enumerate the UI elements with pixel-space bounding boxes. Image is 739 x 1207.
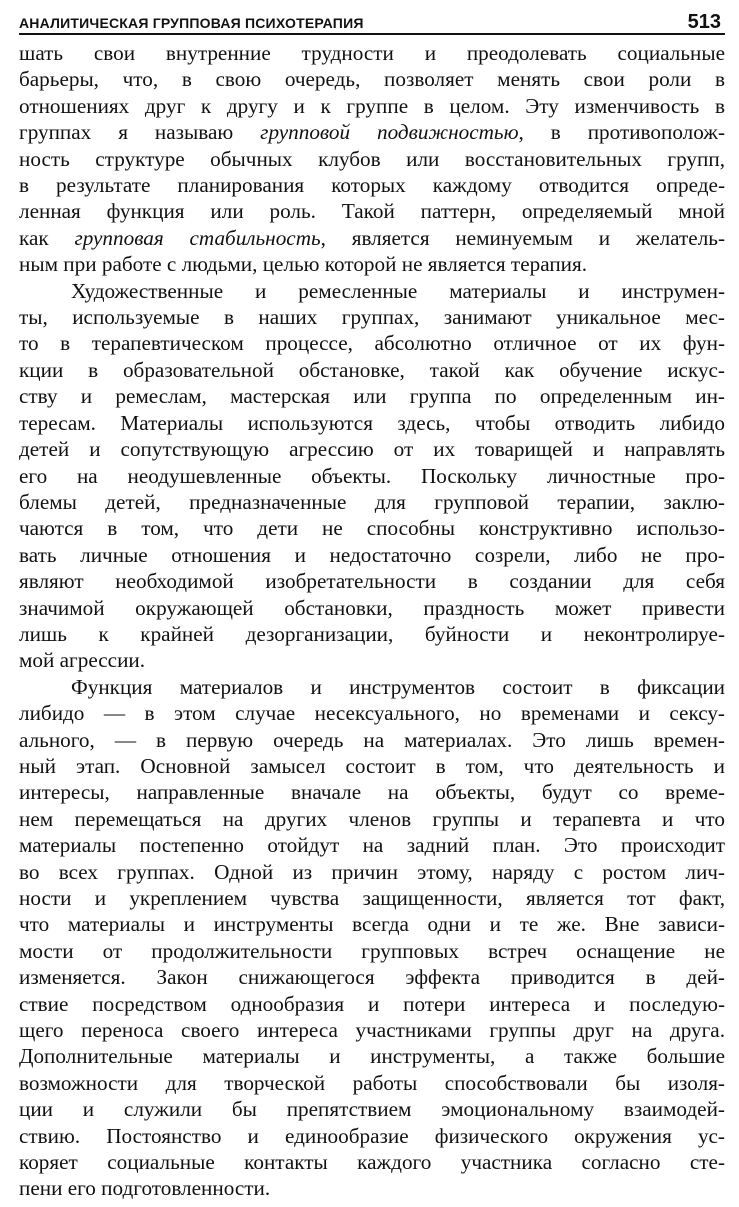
text-line: мой агрессии. bbox=[19, 648, 146, 673]
text-line: во всех группах. Одной из причин этому, наряду с ростом лич- bbox=[19, 859, 725, 884]
text-line: ности и укреплением чувства защищенности, является тот факт, bbox=[19, 886, 725, 910]
text-line: Функция материалов и инструментов состоит в фиксации bbox=[71, 674, 725, 699]
text-line: нем перемещаться на других членов группы и терапевта и что bbox=[19, 806, 725, 831]
text-line: шать свои внутренние трудности и преодолевать социальные bbox=[19, 41, 725, 65]
text-line: что материалы и инструменты всегда одни и те же. Вне зависи- bbox=[19, 912, 725, 937]
text-line: группах я называю групповой подвижностью, в противополож- bbox=[19, 120, 725, 145]
text-line: ству и ремеслам, мастерская или группа по определенным ин- bbox=[19, 384, 725, 409]
text-line: в результате планирования которых каждому отводится опреде- bbox=[19, 173, 725, 198]
page-number: 513 bbox=[687, 11, 721, 33]
text-line: кции в образовательной обстановке, такой как обучение искус- bbox=[19, 357, 725, 382]
text-line: интересы, направленные вначале на объекты, будут со време- bbox=[19, 780, 725, 805]
text-line: то в терапевтическом процессе, абсолютно отличное от их фун- bbox=[19, 331, 725, 356]
text-line: ции и служили бы препятствием эмоциональному взаимодей- bbox=[19, 1097, 725, 1122]
emphasized-term: групповой подвижностью bbox=[260, 120, 519, 145]
emphasized-term: групповая стабильность bbox=[74, 225, 321, 250]
text-line: щего переноса своего интереса участниками группы друг на друга. bbox=[19, 1018, 725, 1043]
text-line: мости от продолжительности групповых встреч оснащение не bbox=[19, 938, 725, 963]
text-line: Художественные и ремесленные материалы и инструмен- bbox=[71, 278, 725, 303]
text-line: детей и сопутствующую агрессию от их товарищей и направлять bbox=[19, 437, 725, 462]
running-title: АНАЛИТИЧЕСКАЯ ГРУППОВАЯ ПСИХОТЕРАПИЯ bbox=[19, 15, 364, 31]
text-line: возможности для творческой работы способствовали бы изоля- bbox=[19, 1070, 725, 1095]
text-line: барьеры, что, в свою очередь, позволяет менять свои роли в bbox=[19, 67, 725, 92]
text-line: коряет социальные контакты каждого участника согласно сте- bbox=[19, 1150, 725, 1175]
text-line: ствию. Постоянство и единообразие физического окружения ус- bbox=[19, 1123, 725, 1148]
text-line: Дополнительные материалы и инструменты, а также большие bbox=[19, 1044, 725, 1069]
text-line: ты, используемые в наших группах, занимают уникальное мес- bbox=[19, 305, 725, 330]
paragraph bbox=[19, 278, 725, 674]
text-line: ным при работе с людьми, целью которой не является терапия. bbox=[19, 252, 588, 277]
running-header bbox=[19, 9, 725, 35]
text-line: вать личные отношения и недостаточно созрели, либо не про- bbox=[19, 542, 725, 567]
text-line: являют необходимой изобретательности в создании для себя bbox=[19, 569, 725, 594]
text-line: ствие посредством однообразия и потери интереса и последую- bbox=[19, 991, 725, 1016]
paragraph bbox=[19, 674, 725, 1202]
text-line: лишь к крайней дезорганизации, буйности и неконтролируе- bbox=[19, 621, 725, 646]
text-line: пени его подготовленности. bbox=[19, 1176, 271, 1201]
text-line: изменяется. Закон снижающегося эффекта приводится в дей- bbox=[19, 965, 725, 990]
paragraph bbox=[19, 40, 725, 278]
text-line: его на неодушевленные объекты. Поскольку личностные про- bbox=[19, 463, 725, 488]
text-line: значимой окружающей обстановки, праздность может привести bbox=[19, 595, 725, 620]
text-line: ность структуре обычных клубов или восстановительных групп, bbox=[19, 146, 725, 171]
text-line: материалы постепенно отойдут на задний план. Это происходит bbox=[19, 833, 725, 858]
text-line: отношениях друг к другу и к группе в целом. Эту изменчивость в bbox=[19, 93, 725, 118]
text-line: ленная функция или роль. Такой паттерн, определяемый мной bbox=[19, 199, 725, 224]
text-line: чаются в том, что дети не способны конструктивно использо- bbox=[19, 516, 725, 541]
text-line: блемы детей, предназначенные для групповой терапии, заклю- bbox=[19, 489, 725, 514]
text-line: ального, — в первую очередь на материалах. Это лишь времен- bbox=[19, 727, 725, 752]
body-text bbox=[19, 40, 725, 1202]
text-line: либидо — в этом случае несексуального, но временами и сексу- bbox=[19, 701, 725, 726]
text-line: как групповая стабильность, является неминуемым и желатель- bbox=[19, 225, 725, 250]
text-line: тересам. Материалы используются здесь, чтобы отводить либидо bbox=[19, 410, 725, 435]
text-line: ный этап. Основной замысел состоит в том, что деятельность и bbox=[19, 753, 725, 778]
